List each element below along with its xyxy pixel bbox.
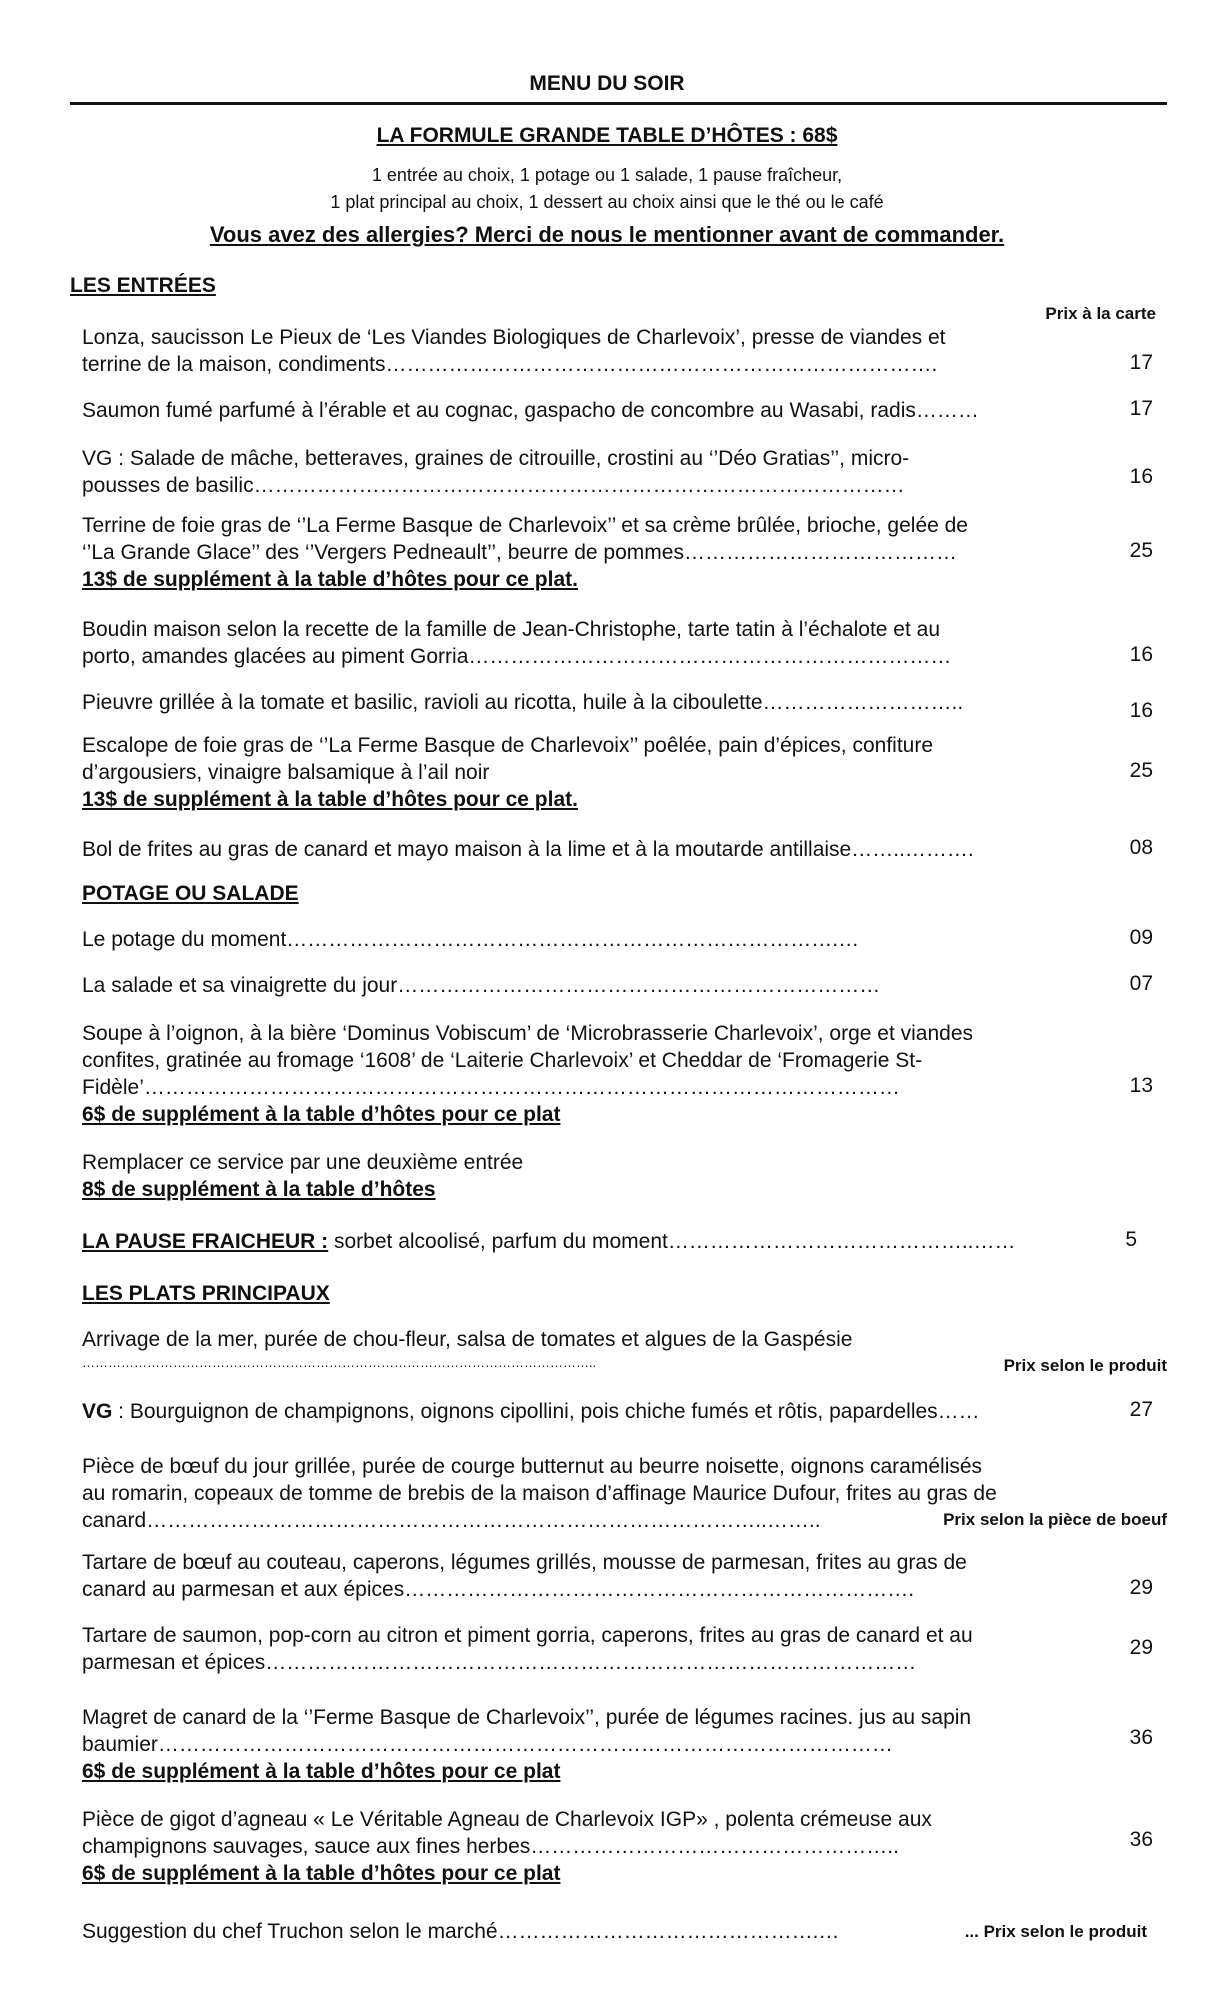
supplement-note: 8$ de supplément à la table d’hôtes [82, 1178, 436, 1201]
section-heading-potage: POTAGE OU SALADE [82, 882, 299, 905]
menu-item [82, 1806, 1167, 1887]
menu-item [82, 616, 1167, 670]
menu-item [82, 836, 1167, 863]
item-description: Pieuvre grillée à la tomate et basilic, ravioli au ricotta, huile à la ciboulette……………………….. [82, 691, 964, 714]
item-price: 25 [1129, 539, 1153, 562]
item-price: 16 [1129, 465, 1153, 488]
item-price: 17 [1129, 351, 1153, 374]
item-description: Arrivage de la mer, purée de chou-fleur, salsa de tomates et algues de la Gaspésie [82, 1328, 853, 1351]
price-note: ... Prix selon le produit [964, 1922, 1147, 1941]
price-column-header: Prix à la carte [1045, 304, 1156, 323]
item-description: VG : Salade de mâche, betteraves, graines de citrouille, crostini au ‘’Déo Gratias’’, micro- pousses de basilic………………………………………………………………………………… [82, 447, 910, 497]
formula-description-line-2: 1 plat principal au choix, 1 dessert au choix ainsi que le thé ou le café [330, 192, 884, 212]
item-description: Suggestion du chef Truchon selon le marché……………………………………….… [82, 1920, 840, 1943]
item-description: Pièce de gigot d’agneau « Le Véritable Agneau de Charlevoix IGP» , polenta crémeuse aux champignons sauvages, sauce aux fines herbes…………………………………………….. [82, 1808, 932, 1858]
formula-title: LA FORMULE GRANDE TABLE D’HÔTES : 68$ [376, 124, 838, 147]
item-description: Lonza, saucisson Le Pieux de ‘Les Viandes Biologiques de Charlevoix’, presse de viandes et terrine de la maison, condiments……………………………………………………………………. [82, 326, 946, 376]
item-description: Pièce de bœuf du jour grillée, purée de courge butternut au beurre noisette, oignons caramélisés au romarin, copeaux de tomme de brebis de la maison d’affinage Maurice Dufour, frites au gras de canard……………………………………………………………………………..…….. [82, 1455, 997, 1532]
item-description: : Bourguignon de champignons, oignons cipollini, pois chiche fumés et rôtis, papardelles…… [112, 1400, 980, 1423]
item-description: La salade et sa vinaigrette du jour…………………………………………………………… [82, 974, 881, 997]
item-description: Tartare de bœuf au couteau, caperons, légumes grillés, mousse de parmesan, frites au gras de canard au parmesan et aux épices………………………………………………………………. [82, 1551, 967, 1601]
menu-item [82, 1326, 1167, 1373]
item-price: 07 [1129, 972, 1153, 995]
pause-label: LA PAUSE FRAICHEUR : [82, 1230, 329, 1253]
item-description: Bol de frites au gras de canard et mayo maison à la lime et à la moutarde antillaise……..………. [82, 838, 974, 861]
menu-item [82, 397, 1167, 424]
item-price: 25 [1129, 759, 1153, 782]
item-description: Soupe à l’oignon, à la bière ‘Dominus Vobiscum’ de ‘Microbrasserie Charlevoix’, orge et viandes confites, gratinée au fromage ‘1608’ de ‘Laiterie Charlevoix’ et Cheddar de ‘Fromagerie St- Fidèle’……………………………………………………………………………………………… [82, 1022, 974, 1099]
vegetarian-label: VG [82, 1400, 113, 1423]
allergy-notice: Vous avez des allergies? Merci de nous le mentionner avant de commander. [209, 222, 1005, 247]
item-price: 36 [1129, 1726, 1153, 1749]
menu-item [82, 1453, 1167, 1534]
price-note: Prix selon la pièce de boeuf [943, 1510, 1167, 1529]
item-description: Remplacer ce service par une deuxième entrée [82, 1151, 524, 1174]
menu-item [82, 1549, 1167, 1603]
menu-item [82, 1622, 1167, 1676]
item-price: 5 [1125, 1228, 1137, 1251]
menu-item [82, 689, 1167, 722]
menu-item [82, 445, 1167, 499]
menu-item [82, 1149, 1167, 1203]
menu-item [82, 926, 1167, 953]
item-price: 29 [1129, 1636, 1153, 1659]
item-price: 17 [1129, 397, 1153, 420]
item-description: Tartare de saumon, pop-corn au citron et piment gorria, caperons, frites au gras de canard et au parmesan et épices………………………………………………………………………………… [82, 1624, 973, 1674]
section-heading-entrees: LES ENTRÉES [70, 274, 216, 297]
item-leader-dots: ……………………………………………………………………………………………………….. [82, 1355, 597, 1370]
item-description: Le potage du moment…………………………………………………………………….… [82, 928, 860, 951]
menu-item [82, 732, 1167, 813]
menu-title: MENU DU SOIR [529, 72, 685, 95]
menu-item [82, 512, 1167, 593]
supplement-note: 13$ de supplément à la table d’hôtes pour ce plat. [82, 788, 578, 811]
item-price: 09 [1129, 926, 1153, 949]
item-price: 08 [1129, 836, 1153, 859]
item-description: Terrine de foie gras de ‘’La Ferme Basque de Charlevoix’’ et sa crème brûlée, brioche, gelée de ‘’La Grande Glace’’ des ‘’Vergers Pedneault’’, beurre de pommes………………………………… [82, 514, 968, 564]
menu-item [82, 1020, 1167, 1128]
title-divider [70, 102, 1167, 105]
item-price: 13 [1129, 1074, 1153, 1097]
supplement-note: 6$ de supplément à la table d’hôtes pour ce plat [82, 1862, 561, 1885]
supplement-note: 6$ de supplément à la table d’hôtes pour ce plat [82, 1103, 561, 1126]
formula-description-line-1: 1 entrée au choix, 1 potage ou 1 salade, 1 pause fraîcheur, [371, 165, 843, 185]
item-price: 36 [1129, 1828, 1153, 1851]
menu-item [82, 324, 1167, 378]
item-description: Escalope de foie gras de ‘’La Ferme Basque de Charlevoix’’ poêlée, pain d’épices, confiture d’argousiers, vinaigre balsamique à l’ail noir [82, 734, 934, 784]
item-price: 16 [1129, 699, 1153, 722]
item-price: 29 [1129, 1576, 1153, 1599]
menu-item [82, 1398, 1167, 1425]
menu-item [82, 972, 1167, 999]
menu-item [82, 1918, 1167, 1945]
supplement-note: 6$ de supplément à la table d’hôtes pour ce plat [82, 1760, 561, 1783]
supplement-note: 13$ de supplément à la table d’hôtes pour ce plat. [82, 568, 578, 591]
item-description: Magret de canard de la ‘’Ferme Basque de Charlevoix’’, purée de légumes racines. jus au sapin baumier…………………………………………………………………………………………… [82, 1706, 972, 1756]
menu-item [82, 1704, 1167, 1785]
item-price: 16 [1129, 643, 1153, 666]
pause-fraicheur [82, 1228, 1167, 1255]
section-heading-plats: LES PLATS PRINCIPAUX [82, 1282, 330, 1305]
item-description: Saumon fumé parfumé à l’érable et au cognac, gaspacho de concombre au Wasabi, radis……… [82, 399, 979, 422]
item-description: Boudin maison selon la recette de la famille de Jean-Christophe, tarte tatin à l’échalote et au porto, amandes glacées au piment Gorria…………………………………………………………… [82, 618, 952, 668]
pause-description: sorbet alcoolisé, parfum du moment……………………………………..…… [328, 1230, 1016, 1253]
item-price: 27 [1129, 1398, 1153, 1421]
price-note: Prix selon le produit [1003, 1356, 1167, 1375]
